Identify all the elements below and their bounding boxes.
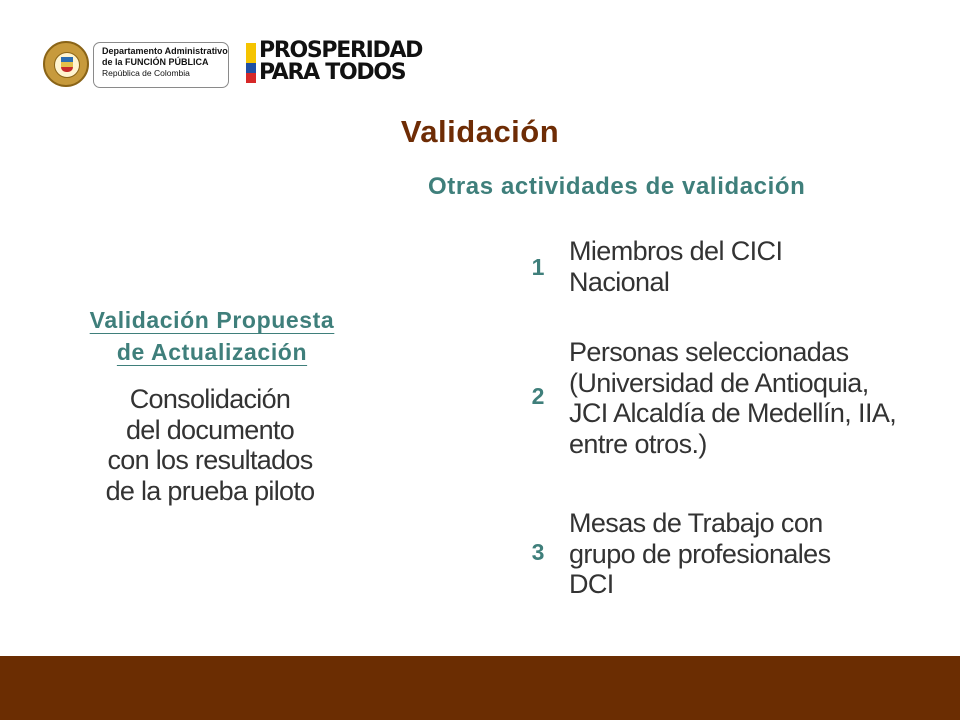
- activity-number: 1: [531, 254, 545, 280]
- dept-logo-line1: Departamento Administrativo: [102, 46, 228, 56]
- activity-text: [569, 508, 831, 600]
- activity-text: [569, 236, 782, 297]
- consolidation-line: del documento: [125, 414, 295, 445]
- activity-line: entre otros.): [569, 428, 707, 459]
- link-title-line: de Actualización: [116, 339, 308, 365]
- activity-line: Mesas de Trabajo con: [569, 508, 823, 538]
- activity-line: Nacional: [569, 266, 670, 297]
- slogan-line2: PARA TODOS: [259, 60, 406, 85]
- activity-line: Personas seleccionadas: [569, 337, 849, 367]
- funcion-publica-logo: [93, 42, 229, 88]
- activity-number: 3: [531, 539, 545, 565]
- slogan-line1: PROSPERIDAD: [259, 38, 423, 63]
- prosperidad-para-todos-logo: [259, 40, 429, 84]
- activity-number: 2: [531, 383, 545, 409]
- activity-text: [569, 337, 896, 459]
- slide-title: Validación: [400, 114, 560, 149]
- validation-proposal-link[interactable]: [34, 304, 390, 368]
- footer-bar: [0, 656, 960, 720]
- consolidation-line: con los resultados: [107, 445, 313, 475]
- consolidation-line: Consolidación: [129, 384, 291, 414]
- colombia-coat-of-arms-icon: [43, 41, 89, 87]
- dept-logo-line2: de la FUNCIÓN PÚBLICA: [102, 57, 209, 67]
- activity-line: grupo de profesionales: [569, 538, 831, 569]
- dept-logo-line3: República de Colombia: [102, 68, 190, 78]
- activity-line: JCI Alcaldía de Medellín, IIA,: [569, 398, 897, 428]
- link-title-line: Validación Propuesta: [89, 307, 335, 333]
- slide-subtitle: Otras actividades de validación: [428, 173, 806, 200]
- activity-line: Miembros del CICI: [569, 236, 783, 266]
- colombia-flag-icon: [246, 43, 256, 83]
- consolidation-text: [40, 384, 380, 506]
- consolidation-line: de la prueba piloto: [105, 475, 315, 506]
- activity-line: (Universidad de Antioquia,: [569, 367, 869, 398]
- activity-line: DCI: [569, 569, 614, 599]
